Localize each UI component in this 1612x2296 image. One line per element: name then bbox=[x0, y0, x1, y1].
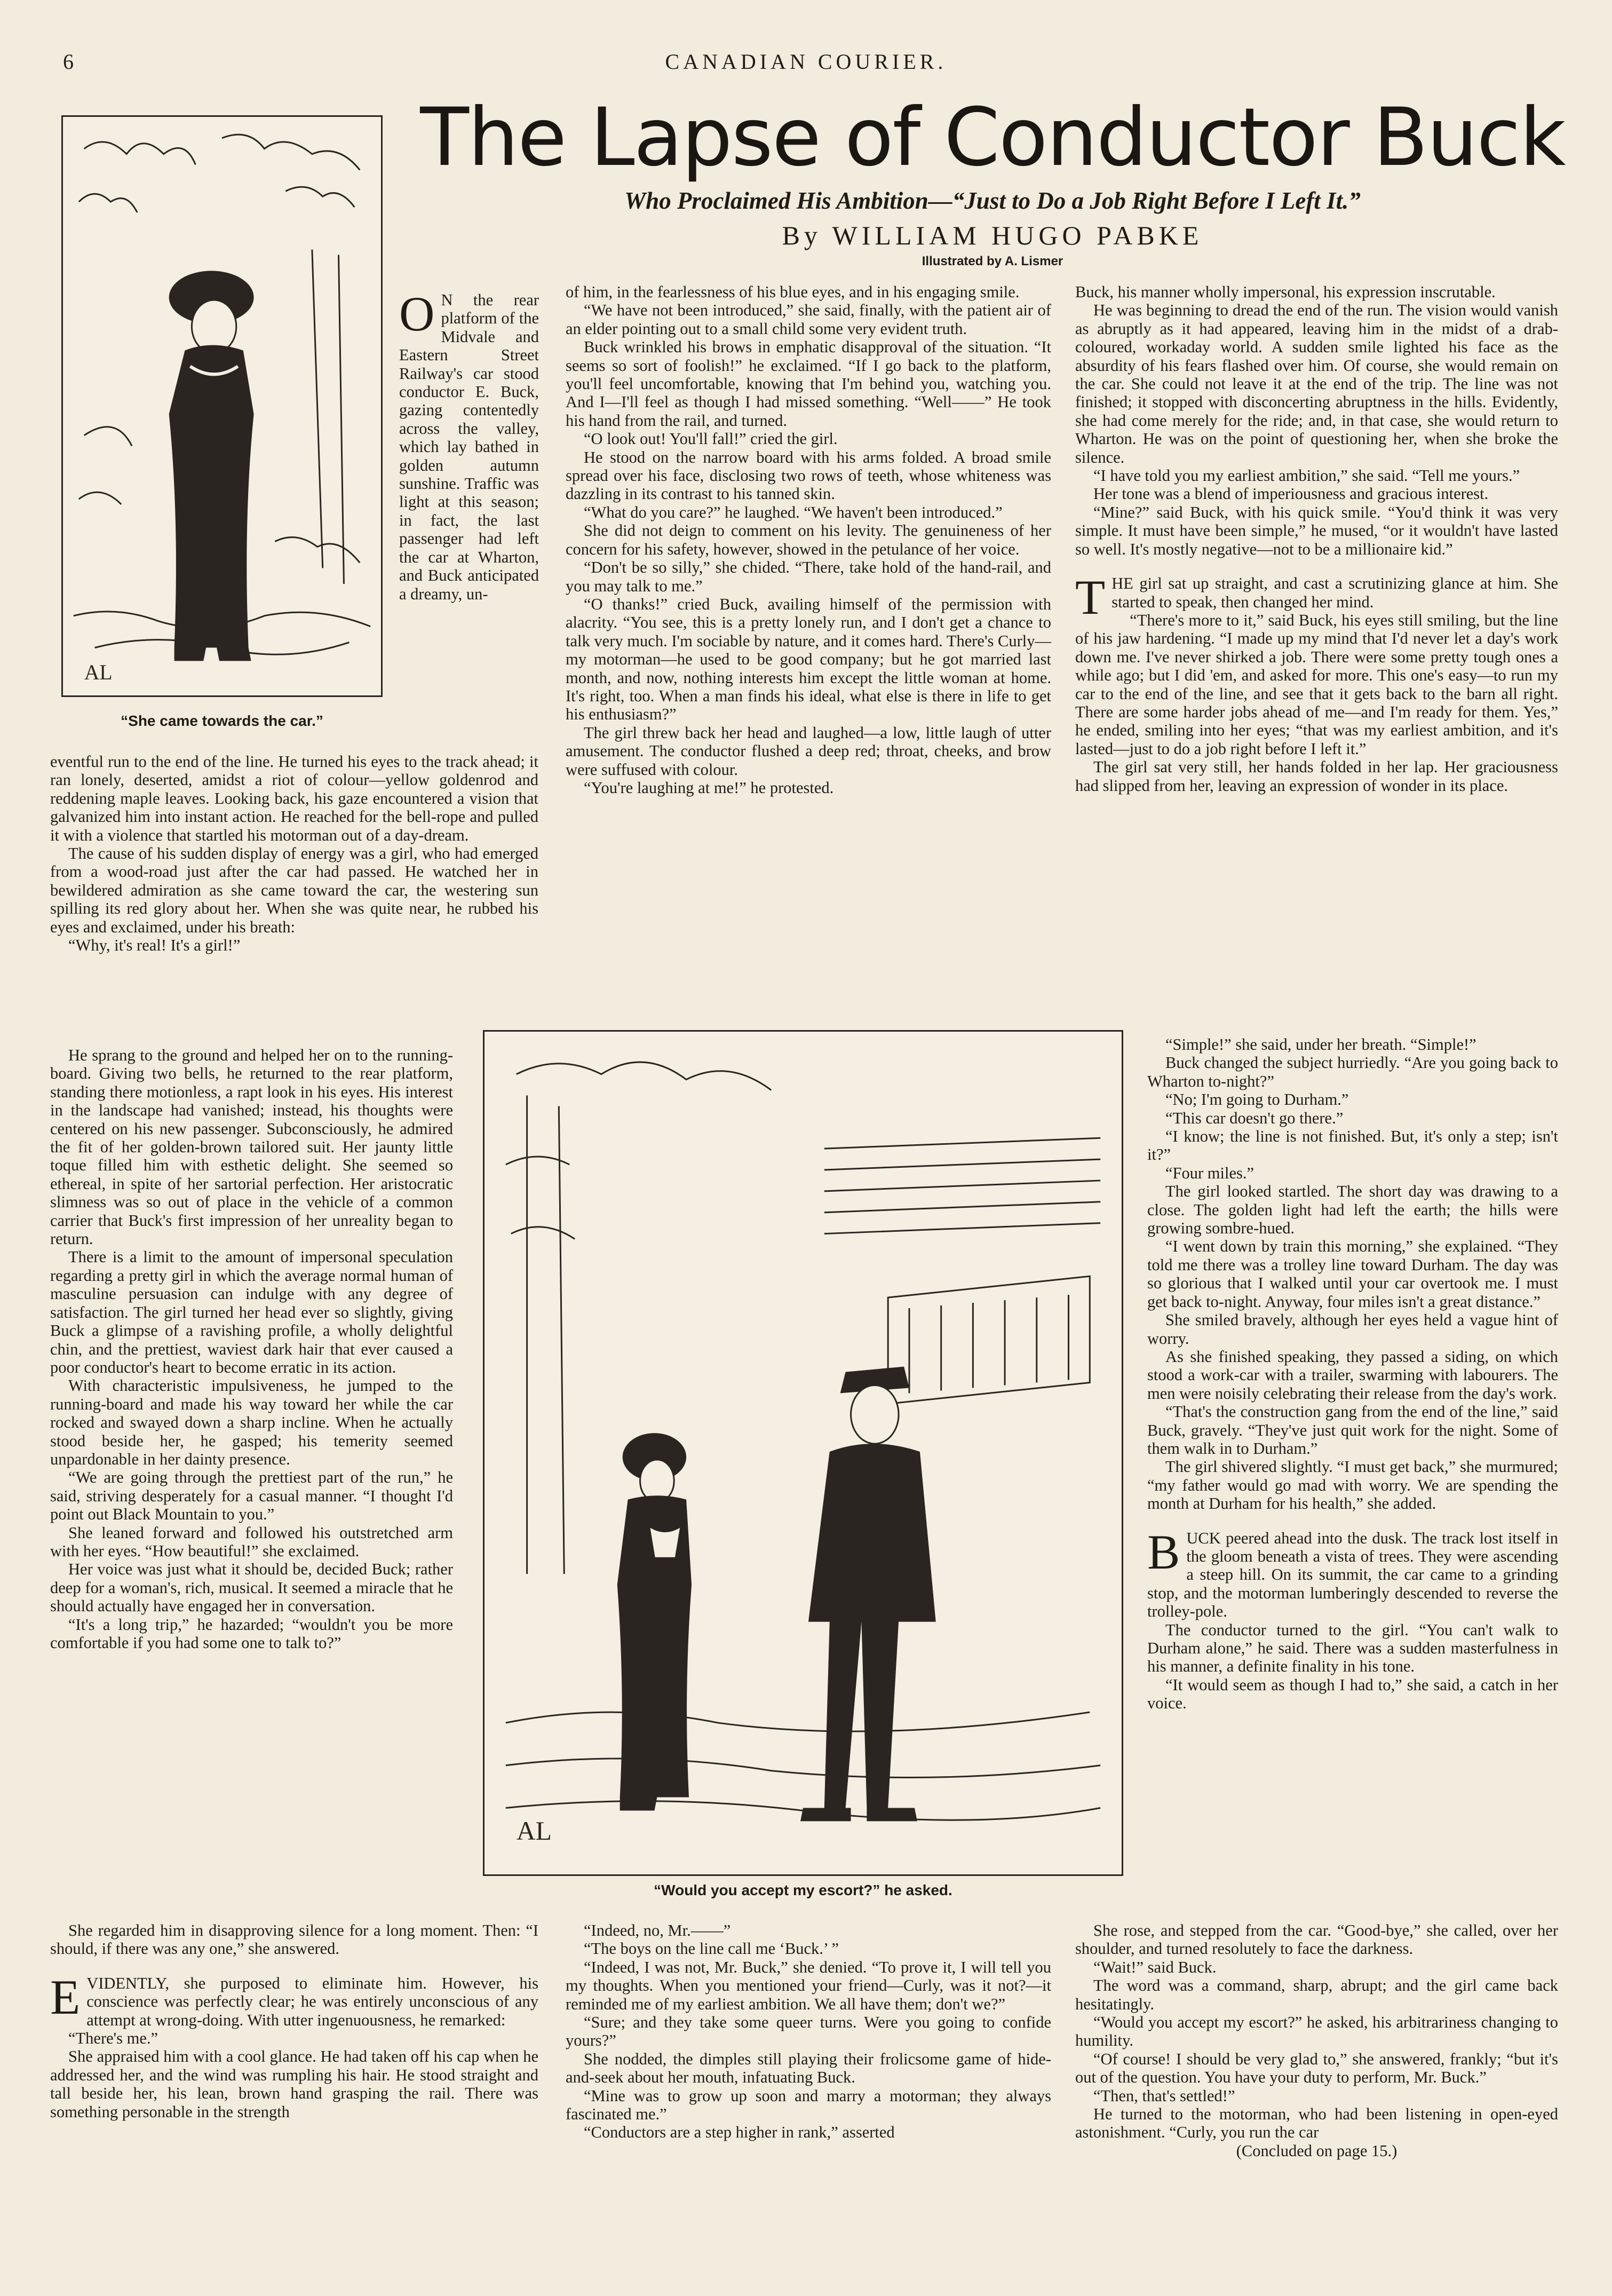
article-title: The Lapse of Conductor Buck bbox=[420, 91, 1565, 184]
paragraph: The girl shivered slightly. “I must get back,” she murmured; “my father would go mad with worry. We are spending the month at Durham for his health,” she added. bbox=[1147, 1458, 1558, 1513]
paragraph: “That's the construction gang from the end of the line,” said Buck, gravely. “They've just quit work for the night. Some of them walk in to Durham.” bbox=[1147, 1403, 1558, 1458]
paragraph: “Conductors are a step higher in rank,” asserted bbox=[584, 2123, 895, 2142]
woman-drawing bbox=[63, 117, 381, 695]
paragraph: Her voice was just what it should be, decided Buck; rather deep for a woman's, rich, musical. It seemed a miracle that he should actually have engaged her in conversation. bbox=[50, 1560, 453, 1616]
paragraph: “There's more to it,” said Buck, his eyes still smiling, but the line of his jaw hardening. “I made up my mind that I'd never let a day's work down me. I've never shirked a job. There were some pretty tough ones a while ago; but I did 'em, and asked for more. This one's easy—to run my car to the end of the line, and see that it gets back to the barn all right. There are some harder jobs ahead of me—and I'm ready for them. Yes,” he ended, smiling into her eyes; “that was my earliest ambition, and it's lasted—just to do a job right before I left it.” bbox=[1075, 611, 1558, 758]
paragraph: of him, in the fearlessness of his blue eyes, and in his engaging smile. bbox=[566, 283, 1020, 301]
paragraph: As she finished speaking, they passed a siding, on which stood a work-car with a trailer, swarming with labourers. The men were noisily celebrating their release from the day's work. bbox=[1147, 1347, 1558, 1403]
paragraph: She nodded, the dimples still playing their frolicsome game of hide-and-seek about her mouth, infatuating Buck. bbox=[566, 2049, 1051, 2087]
paragraph: “Why, it's real! It's a girl!” bbox=[68, 936, 241, 955]
paragraph: Buck wrinkled his brows in emphatic disapproval of the situation. “It seems so sort of foolish!” he exclaimed. “If I go back to the platform, you'll feel uncomfortable, knowing that I'm behind you, watching you. And I—I'll feel as though I had missed something. “Well——” He took his hand from the rail, and turned. bbox=[566, 338, 1051, 430]
paragraph: The girl sat very still, her hands folded in her lap. Her graciousness had slipped from her, leaving an expression of wonder in its place. bbox=[1075, 758, 1558, 795]
paragraph: With characteristic impulsiveness, he jumped to the running-board and made his way toward her while the car rocked and swayed down a sharp incline. When he actually stood beside her, he gasped; his temerity seemed unpardonable in her dainty presence. bbox=[50, 1376, 453, 1468]
article-subtitle: Who Proclaimed His Ambition—“Just to Do a Job Right Before I Left It.” bbox=[624, 187, 1361, 214]
paragraph: She regarded him in disapproving silence for a long moment. Then: “I should, if there was any one,” she answered. bbox=[50, 1921, 538, 1958]
paragraph: “Indeed, no, Mr.——” bbox=[584, 1921, 731, 1939]
paragraph: “Wait!” said Buck. bbox=[1093, 1958, 1217, 1976]
dropcap-t: T bbox=[1075, 570, 1106, 625]
paragraph: She leaned forward and followed his outstretched arm with her eyes. “How beautiful!” she exclaimed. bbox=[50, 1523, 453, 1560]
paragraph: “Don't be so silly,” she chided. “There, take hold of the hand-rail, and you may talk to me.” bbox=[566, 558, 1051, 595]
small-caption: “She came towards the car.” bbox=[121, 712, 323, 729]
paragraph: He sprang to the ground and helped her on to the running-board. Giving two bells, he returned to the rear platform, standing there motionless, a rapt look in his eyes. His interest in the landscape had vanished; instead, his thoughts were centered on his new passenger. Subconsciously, he admired the fit of her golden-brown tailored suit. Her jaunty little toque filled him with esthetic delight. She seemed so ethereal, in spite of her sartorial perfection. Her aristocratic slimness was so out of place in the vehicle of a common carrier that Buck's first impression of her unreality began to return. bbox=[50, 1046, 453, 1248]
paragraph: “Would you accept my escort?” he asked, his arbitrariness changing to humility. bbox=[1075, 2013, 1558, 2050]
paragraph: Her tone was a blend of imperiousness and gracious interest. bbox=[1093, 485, 1489, 503]
col1-para-b-first: VIDENTLY, she purposed to eliminate him. However, his conscience was perfectly clear; he was entirely unconscious of any attempt at wrong-doing. With utter ingenuousness, he remarked: bbox=[86, 1974, 538, 2029]
paragraph: “O thanks!” cried Buck, availing himself of the permission with alacrity. “You see, this is a pretty lonely run, and I don't get a chance to talk very much. I'm sociable by nature, and it comes hard. There's Curly—my motorman—he used to be good company; but he got married last month, and now, nothing interests him except the little woman at home. It's right, too. When a man finds his ideal, what else is there in life to get his enthusiasm?” bbox=[566, 595, 1051, 724]
col3-body-c bbox=[1075, 1921, 1558, 2160]
paragraph: “Mine?” said Buck, with his quick smile. “You'd think it was very simple. It must have been simple,” he mused, “or it wouldn't have lasted so well. It's mostly negative—not to be a millionaire kid.” bbox=[1075, 503, 1558, 558]
byline: By WILLIAM HUGO PABKE bbox=[782, 220, 1203, 250]
col3-para-c-first: UCK peered ahead into the dusk. The track lost itself in the gloom beneath a vista of trees. They were ascending a steep hill. On its summit, the car came to a grinding stop, and the motorman lumberingly descended to reverse the trolley-pole. bbox=[1147, 1529, 1558, 1621]
paragraph: Buck changed the subject hurriedly. “Are you going back to Wharton to-night?” bbox=[1147, 1054, 1558, 1090]
paragraph: “Then, that's settled!” bbox=[1093, 2086, 1235, 2105]
paragraph: The girl threw back her head and laughed—a low, little laugh of utter amusement. The conductor flushed a deep red; throat, cheeks, and brow were suffused with colour. bbox=[566, 723, 1051, 779]
col1-body-a bbox=[50, 753, 538, 954]
col2-body-a bbox=[566, 283, 1051, 797]
paragraph: She appraised him with a cool glance. He had taken off his cap when he addressed her, and the wind was rumpling his hair. He stood straight and tall beside her, his lean, brown hand grasping the rail. There was something personable in the strength bbox=[50, 2047, 538, 2121]
dropcap-o: O bbox=[399, 287, 435, 341]
illustration-woman bbox=[61, 115, 383, 697]
illustration-conductor-and-girl bbox=[483, 1030, 1123, 1876]
paragraph: He turned to the motorman, who had been listening in open-eyed astonishment. “Curly, you run the car bbox=[1075, 2105, 1558, 2142]
col3-body-a bbox=[1075, 283, 1558, 795]
paragraph: “We have not been introduced,” she said, finally, with the patient air of an elder pointing out to a small child some very evident truth. bbox=[566, 301, 1051, 338]
dropcap-b: B bbox=[1147, 1524, 1180, 1579]
paragraph: “The boys on the line call me ‘Buck.’ ” bbox=[584, 1939, 839, 1958]
paragraph: The cause of his sudden display of energy was a girl, who had emerged from a wood-road just after the car had passed. He watched her in bewildered admiration as she came toward the car, the westering sun spilling its red glory about her. When she was quite near, he rubbed his eyes and exclaimed, under his breath: bbox=[50, 844, 538, 936]
large-signature: AL bbox=[516, 1816, 552, 1846]
paragraph: “We are going through the prettiest part of the run,” he said, striving desperately for a casual manner. “I thought I'd point out Black Mountain to you.” bbox=[50, 1468, 453, 1524]
paragraph: “Mine was to grow up soon and marry a motorman; they always fascinated me.” bbox=[566, 2086, 1051, 2124]
paragraph: “It's a long trip,” he hazarded; “wouldn't you be more comfortable if you had some one to talk to?” bbox=[50, 1615, 453, 1652]
col3-para-b-first: HE girl sat up straight, and cast a scrutinizing glance at him. She started to speak, then changed her mind. bbox=[1111, 574, 1558, 611]
paragraph: “O look out! You'll fall!” cried the girl. bbox=[584, 430, 838, 448]
col1-body-b bbox=[50, 1046, 453, 1652]
conductor-drawing bbox=[485, 1032, 1122, 1874]
paragraph: She rose, and stepped from the car. “Good-bye,” she called, over her shoulder, and turned resolutely to face the darkness. bbox=[1075, 1921, 1558, 1958]
paragraph: “I went down by train this morning,” she explained. “They told me there was a trolley line toward Durham. The day was so glorious that I walked until your car overtook me. I must get back to-night. Anyway, four miles isn't a great distance.” bbox=[1147, 1237, 1558, 1311]
col1-narrow-text: N the rear platform of the Midvale and Eastern Street Railway's car stood conductor E. Buck, gazing contentedly across the valley, which lay bathed in golden autumn sunshine. Traffic was light at this season; in fact, the last passenger had left the car at Wharton, and Buck anticipated a dreamy, un- bbox=[399, 291, 539, 603]
paragraph: “It would seem as though I had to,” she said, a catch in her voice. bbox=[1147, 1675, 1558, 1713]
paragraph: eventful run to the end of the line. He turned his eyes to the track ahead; it ran lonely, deserted, amidst a riot of colour—yellow goldenrod and reddening maple leaves. Looking back, his gaze encountered a vision that galvanized him into instant action. He reached for the bell-rope and pulled it with a violence that startled his motorman out of a day-dream. bbox=[50, 753, 538, 844]
paragraph: The word was a command, sharp, abrupt; and the girl came back hesitatingly. bbox=[1075, 1976, 1558, 2013]
paragraph: “Sure; and they take some queer turns. Were you going to confide yours?” bbox=[566, 2013, 1051, 2050]
small-signature: AL bbox=[84, 661, 113, 685]
paragraph: “I have told you my earliest ambition,” she said. “Tell me yours.” bbox=[1093, 466, 1520, 485]
paragraph: She smiled bravely, although her eyes held a vague hint of worry. bbox=[1147, 1311, 1558, 1348]
paragraph: Buck, his manner wholly impersonal, his expression inscrutable. bbox=[1075, 283, 1496, 301]
col1-body-c bbox=[50, 1921, 538, 2121]
paragraph: “This car doesn't go there.” bbox=[1165, 1109, 1344, 1127]
illustrator-credit: Illustrated by A. Lismer bbox=[922, 254, 1063, 268]
continued-note: (Concluded on page 15.) bbox=[1236, 2141, 1397, 2160]
paragraph: There is a limit to the amount of impersonal speculation regarding a pretty girl in which the average normal human of masculine persuasion can indulge with any degree of satisfaction. The girl turned her head ever so slightly, giving Buck a glimpse of a ravishing profile, a wholly delightful chin, and the prettiest, waviest dark hair that ever caused a poor conductor's heart to become erratic in its action. bbox=[50, 1248, 453, 1376]
paragraph: She did not deign to comment on his levity. The genuineness of her concern for his safety, however, showed in the petulance of her voice. bbox=[566, 521, 1051, 558]
paragraph: “Simple!” she said, under her breath. “Simple!” bbox=[1165, 1035, 1476, 1054]
col1-opening bbox=[399, 287, 539, 603]
paragraph: He stood on the narrow board with his arms folded. A broad smile spread over his face, disclosing two rows of teeth, whose whiteness was dazzling in its contrast to his tanned skin. bbox=[566, 448, 1051, 503]
paragraph: “I know; the line is not finished. But, it's only a step; isn't it?” bbox=[1147, 1127, 1558, 1164]
paragraph: The conductor turned to the girl. “You can't walk to Durham alone,” he said. There was a sudden masterfulness in his manner, a definite finality in his tone. bbox=[1147, 1620, 1558, 1676]
dropcap-e: E bbox=[50, 1969, 81, 2024]
paragraph: “There's me.” bbox=[68, 2029, 158, 2048]
paragraph: “Four miles.” bbox=[1165, 1163, 1254, 1182]
large-caption: “Would you accept my escort?” he asked. bbox=[654, 1882, 952, 1898]
paragraph: “Indeed, I was not, Mr. Buck,” she denied. “To prove it, I will tell you my thoughts. When you mentioned your friend—Curly, was it not?—it reminded me of my earliest ambition. We all have them; don't we?” bbox=[566, 1958, 1051, 2013]
paragraph: “No; I'm going to Durham.” bbox=[1165, 1090, 1349, 1109]
paragraph: “You're laughing at me!” he protested. bbox=[584, 778, 834, 797]
running-head: CANADIAN COURIER. bbox=[665, 50, 947, 74]
paragraph: He was beginning to dread the end of the run. The vision would vanish as abruptly as it had appeared, leaving him in the midst of a drab-coloured, workaday world. A sudden smile lighted his face as the absurdity of his fears flashed over him. Of course, she would remain on the car. She could not leave it at the end of the trip. The line was not finished; it stopped with disconcerting abruptness in the hills. Evidently, she had come merely for the ride; and, in that case, she would return to Wharton. He was on the point of questioning her, when she broke the silence. bbox=[1075, 301, 1558, 466]
col3-body-b bbox=[1147, 1035, 1558, 1713]
page-number: 6 bbox=[63, 50, 74, 74]
paragraph: The girl looked startled. The short day was drawing to a close. The golden light had left the earth; the hills were growing sombre-hued. bbox=[1147, 1182, 1558, 1238]
paragraph: “Of course! I should be very glad to,” she answered, frankly; “but it's out of the question. You have your duty to perform, Mr. Buck.” bbox=[1075, 2049, 1558, 2087]
paragraph: “What do you care?” he laughed. “We haven't been introduced.” bbox=[584, 503, 1003, 521]
col2-body-b bbox=[566, 1921, 1051, 2142]
